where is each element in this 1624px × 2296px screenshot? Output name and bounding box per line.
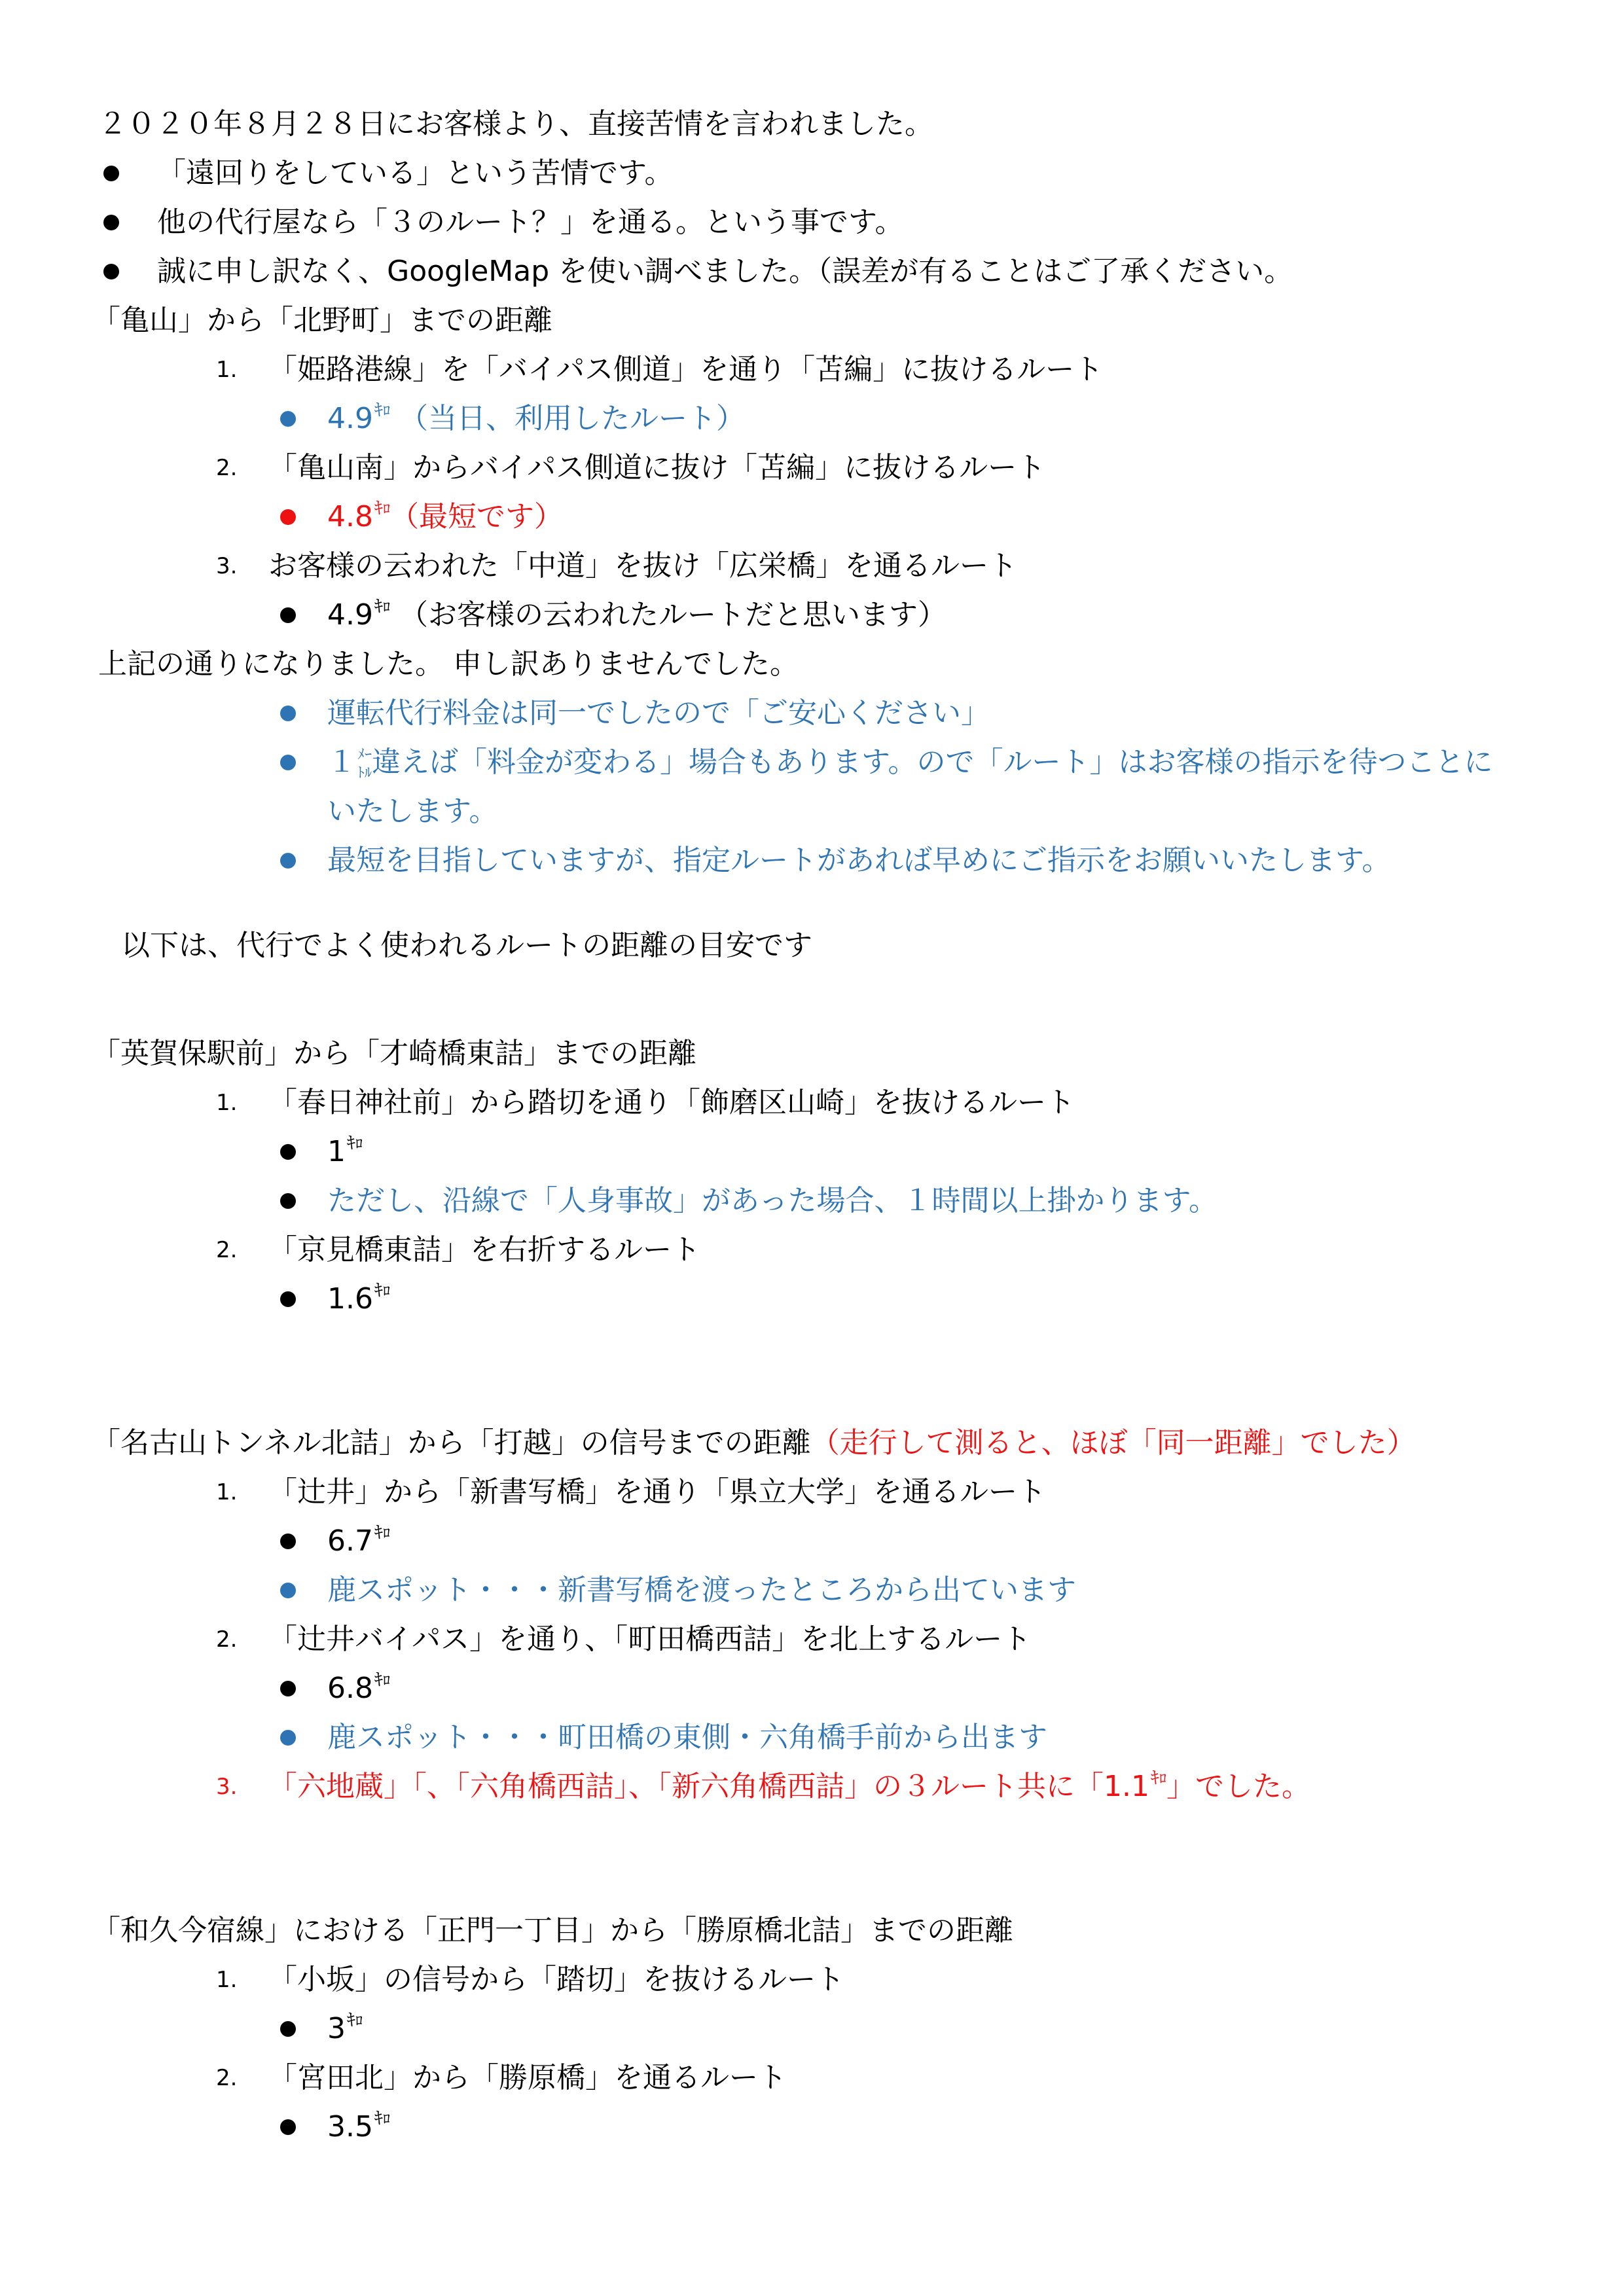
- distance-value: 1: [327, 1135, 346, 1168]
- distance-value: 4.8: [327, 500, 373, 533]
- route-text: 「辻井バイパス」を通り、「町田橋西詰」を北上するルート: [268, 1623, 1032, 1656]
- intro-bullet: [98, 154, 1080, 193]
- km-unit: ｷﾛ: [374, 597, 391, 617]
- km-unit: ｷﾛ: [347, 1134, 363, 1153]
- bullet-icon: [103, 215, 119, 230]
- route-text: 「京見橋東詰」を右折するルート: [268, 1233, 700, 1266]
- list-number: 1.: [216, 1479, 238, 1505]
- section-heading: [92, 1424, 1564, 1463]
- list-number: 3.: [216, 1774, 238, 1800]
- bullet-icon: [280, 1144, 296, 1160]
- section-heading-text: 「名古山トンネル北詰」から「打越」の信号までの距離: [92, 1426, 811, 1460]
- distance-item: [275, 497, 1191, 537]
- bullet-icon: [280, 853, 296, 869]
- km-unit: ｷﾛ: [374, 499, 391, 518]
- list-number: 2.: [216, 455, 238, 481]
- bullet-icon: [280, 706, 296, 721]
- bullet-icon: [280, 1583, 296, 1598]
- bullet-icon: [280, 755, 296, 770]
- km-unit: ｷﾛ: [347, 2011, 363, 2030]
- distance-item: [275, 1669, 668, 1708]
- distance-value: 6.8: [327, 1672, 373, 1705]
- bullet-icon: [103, 264, 119, 279]
- bullet-icon: [280, 607, 296, 623]
- note-text: 鹿スポット・・・町田橋の東側・六角橋手前から出ます: [327, 1721, 1047, 1754]
- distance-item: [275, 2108, 668, 2147]
- distance-value: 3.5: [327, 2110, 373, 2144]
- distance-value: 3: [327, 2012, 346, 2045]
- list-intro: 以下は、代行でよく使われるルートの距離の目安です: [121, 929, 812, 962]
- distance-item: [275, 2009, 668, 2049]
- distance-item: [275, 399, 1191, 439]
- distance-note: （最短です）: [390, 500, 564, 533]
- route-text-end: 」でした。: [1166, 1770, 1311, 1803]
- route-item: [216, 1473, 1198, 1512]
- route-text: 「春日神社前」から踏切を通り「飾磨区山崎」を抜けるルート: [268, 1086, 1075, 1119]
- section-heading: 「和久今宿線」における「正門一丁目」から「勝原橋北詰」までの距離: [92, 1914, 1013, 1947]
- list-number: 1.: [216, 1090, 238, 1116]
- intro-bullet: [98, 252, 1293, 291]
- km-unit: ｷﾛ: [374, 401, 391, 420]
- bullet-icon: [280, 1681, 296, 1696]
- distance-value: 4.9: [327, 598, 373, 632]
- note-item: [275, 1181, 1388, 1221]
- section-summary: 上記の通りになりました。 申し訳ありませんでした。: [98, 647, 799, 681]
- distance-value: 4.9: [327, 402, 373, 435]
- note-item: [275, 1718, 1322, 1757]
- list-number: 2.: [216, 2065, 238, 2091]
- list-number: 3.: [216, 553, 238, 579]
- list-number: 2.: [216, 1626, 238, 1653]
- note-item: [275, 743, 1551, 782]
- distance-note: （当日、利用したルート）: [399, 402, 746, 435]
- note-text: 運転代行料金は同一でしたので「ご安心ください」: [327, 696, 990, 730]
- list-number: 1.: [216, 357, 238, 383]
- route-text: 「姫路港線」を「バイパス側道」を通り「苫編」に抜けるルート: [268, 353, 1104, 386]
- distance-value: 6.7: [327, 1524, 373, 1558]
- route-text: 「宮田北」から「勝原橋」を通るルート: [268, 2061, 787, 2094]
- bullet-icon: [103, 166, 119, 181]
- km-unit: ｷﾛ: [374, 1281, 391, 1300]
- km-unit: ｷﾛ: [374, 1670, 391, 1690]
- route-text: 「亀山南」からバイパス側道に抜け「苫編」に抜けるルート: [268, 451, 1046, 484]
- note-number: １: [327, 745, 356, 779]
- intro-bullet-text: 他の代行屋なら「３のルート？」を通る。という事です。: [157, 206, 904, 239]
- route-item: [216, 350, 1198, 389]
- route-text: 「六地蔵」「、「六角橋西詰」、「新六角橋西詰」の３ルート共に「1.1: [268, 1770, 1149, 1803]
- distance-item: [275, 596, 1191, 635]
- note-text: 鹿スポット・・・新書写橋を渡ったところから出ています: [327, 1573, 1076, 1607]
- route-text: 「辻井」から「新書写橋」を通り「県立大学」を通るルート: [268, 1475, 1046, 1509]
- route-item: [216, 2058, 1198, 2098]
- route-text: 「小坂」の信号から「踏切」を抜けるルート: [268, 1963, 844, 1996]
- bullet-icon: [280, 2021, 296, 2037]
- distance-item: [275, 1280, 668, 1319]
- bullet-icon: [280, 1534, 296, 1549]
- distance-note: （お客様の云われたルートだと思います）: [399, 598, 947, 632]
- distance-item: [275, 1132, 668, 1172]
- route-item: [216, 1767, 1525, 1806]
- intro-bullet-text: 「遠回りをしている」という苦情です。: [157, 156, 674, 190]
- section-heading: 「英賀保駅前」から「才崎橋東詰」までの距離: [92, 1037, 696, 1070]
- bullet-icon: [280, 509, 296, 525]
- route-item: [216, 448, 1198, 488]
- note-item: [275, 841, 1551, 880]
- note-continuation: いたします。: [327, 795, 498, 828]
- route-item: [216, 1083, 1198, 1122]
- km-unit: ｷﾛ: [374, 2109, 391, 2128]
- route-item: [216, 1230, 1198, 1270]
- bullet-icon: [280, 411, 296, 427]
- list-number: 2.: [216, 1237, 238, 1263]
- bullet-icon: [280, 1193, 296, 1209]
- note-text: 最短を目指していますが、指定ルートがあれば早めにご指示をお願いいたします。: [327, 844, 1391, 877]
- route-item: [216, 1620, 1198, 1659]
- km-unit: ｷﾛ: [1150, 1768, 1167, 1788]
- intro-bullet-text: 誠に申し訳なく、GoogleMap を使い調べました。（誤差が有ることはご了承ください。: [157, 255, 1293, 288]
- meter-unit: ﾒｰ ﾄﾙ: [357, 747, 372, 781]
- intro-line: ２０２０年８月２８日にお客様より、直接苦情を言われました。: [98, 107, 933, 141]
- note-item: [275, 1571, 1322, 1610]
- intro-bullet: [98, 203, 1080, 242]
- route-text: お客様の云われた「中道」を抜け「広栄橋」を通るルート: [268, 549, 1017, 583]
- note-text: ただし、沿線で「人身事故」があった場合、１時間以上掛かります。: [327, 1184, 1218, 1217]
- bullet-icon: [280, 1730, 296, 1746]
- note-item: [275, 694, 1322, 733]
- bullet-icon: [280, 2119, 296, 2135]
- distance-value: 1.6: [327, 1282, 373, 1316]
- km-unit: ｷﾛ: [374, 1523, 391, 1543]
- list-number: 1.: [216, 1967, 238, 1993]
- distance-item: [275, 1522, 668, 1561]
- route-item: [216, 1960, 1198, 2000]
- section-heading: 「亀山」から「北野町」までの距離: [92, 304, 552, 337]
- bullet-icon: [280, 1291, 296, 1307]
- section-heading-remark: （走行して測ると、ほぼ「同一距離」でした）: [810, 1426, 1416, 1460]
- note-text: 違えば「料金が変わる」場合もあります。ので「ルート」はお客様の指示を待つことに: [372, 745, 1493, 779]
- route-item: [216, 547, 1198, 586]
